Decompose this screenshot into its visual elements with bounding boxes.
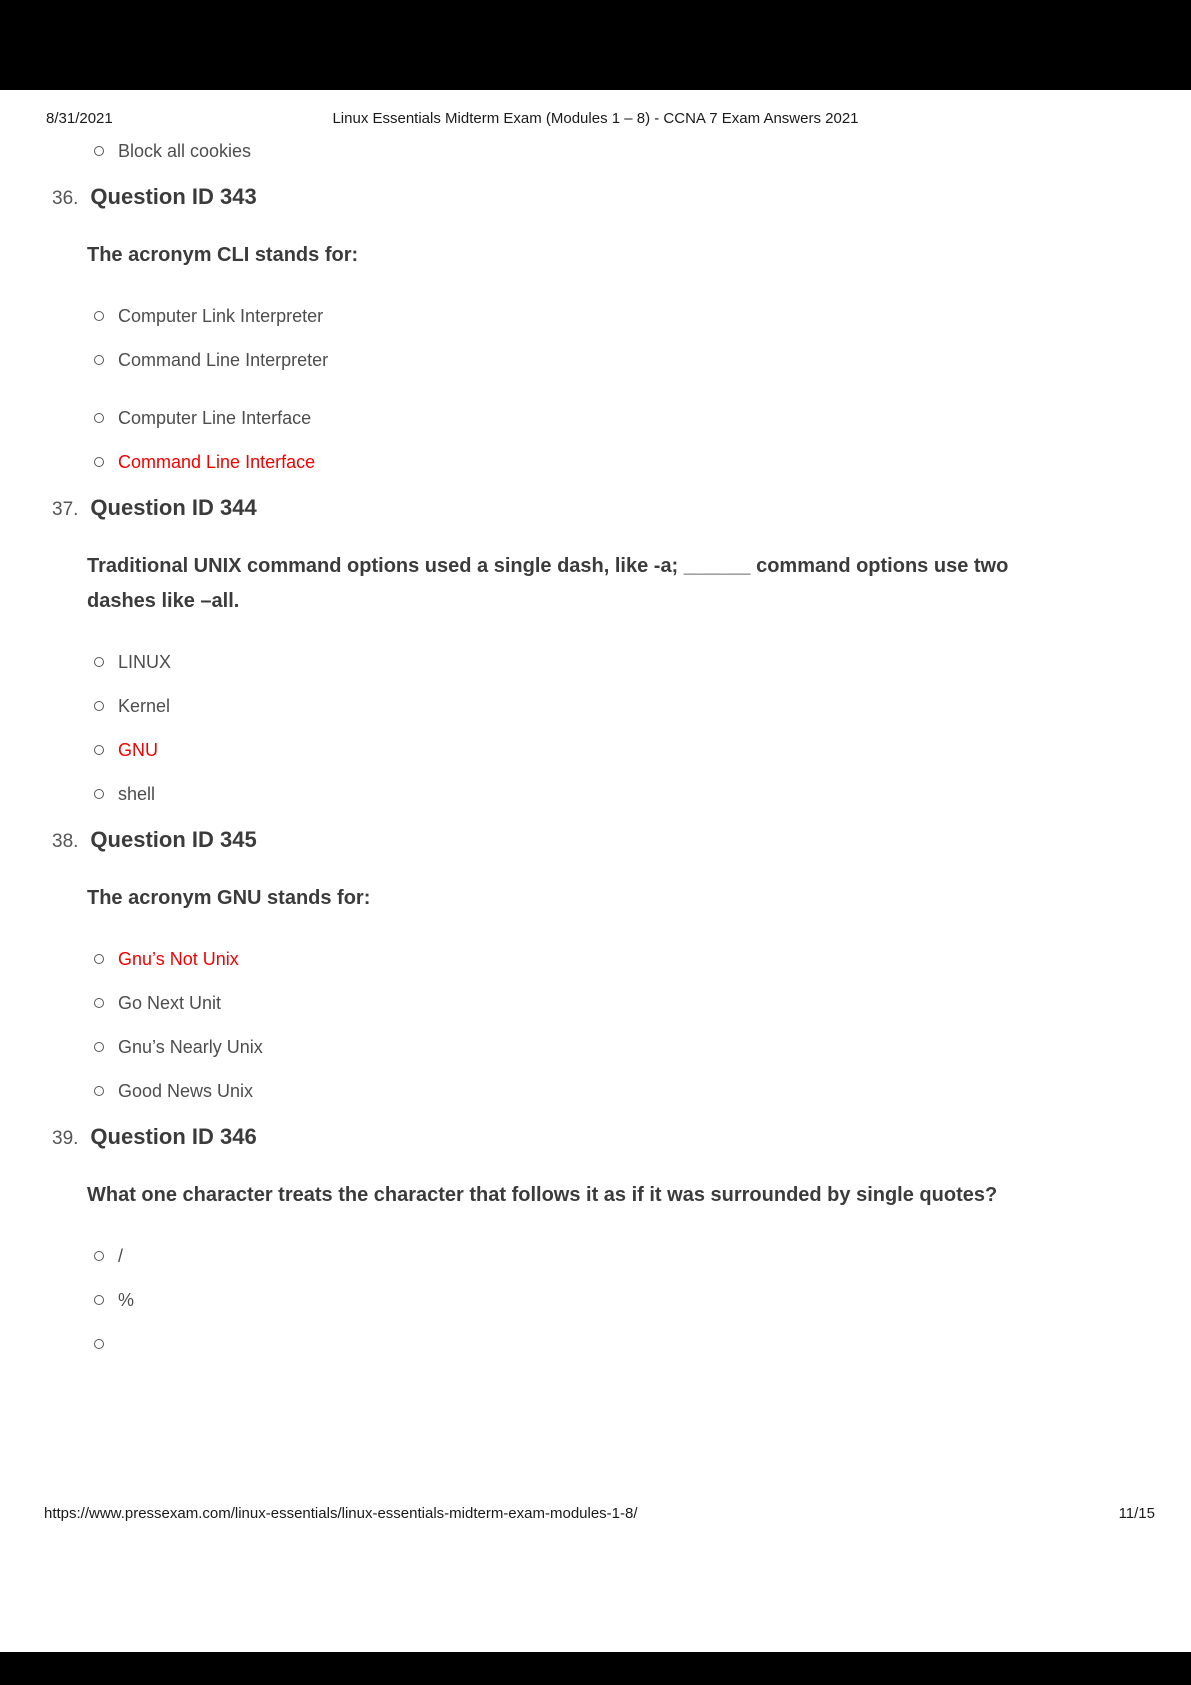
question-block-37 [0, 493, 1191, 807]
question-text: Traditional UNIX command options used a single dash, like -a; ______ command options use two dashes like –all. [87, 555, 1009, 612]
answer-option-label: Gnu’s Not Unix [118, 948, 239, 969]
answer-option [94, 449, 1191, 475]
answer-option-label: % [118, 1289, 135, 1310]
question-title: Question ID 344 [90, 495, 257, 520]
answer-option-label: Command Line Interpreter [118, 349, 329, 370]
circle-bullet-icon [94, 998, 104, 1008]
document-page [0, 90, 1191, 1652]
answer-option-label: Kernel [118, 695, 171, 716]
question-block-39 [0, 1122, 1191, 1357]
options-list [0, 1243, 1191, 1357]
question-number: 38. [52, 831, 79, 852]
answer-option-label: Computer Link Interpreter [118, 305, 324, 326]
options-list [0, 946, 1191, 1104]
question-number: 39. [52, 1128, 79, 1149]
circle-bullet-icon [94, 1251, 104, 1261]
answer-option [94, 1034, 1191, 1060]
answer-option-label: Go Next Unit [118, 992, 222, 1013]
circle-bullet-icon [94, 1339, 104, 1349]
circle-bullet-icon [94, 701, 104, 711]
options-list [0, 303, 1191, 475]
question-block-38 [0, 825, 1191, 1104]
footer-url: https://www.pressexam.com/linux-essentials/linux-essentials-midterm-exam-modules-1-8/ [44, 1505, 638, 1522]
question-block-36 [0, 182, 1191, 475]
answer-option [94, 347, 1191, 373]
circle-bullet-icon [94, 1086, 104, 1096]
answer-option [94, 1243, 1191, 1269]
answer-option [94, 138, 1191, 164]
answer-option-label: Block all cookies [118, 140, 252, 161]
circle-bullet-icon [94, 745, 104, 755]
page-title: Linux Essentials Midterm Exam (Modules 1 – 8) - CCNA 7 Exam Answers 2021 [332, 110, 859, 127]
question-number: 36. [52, 188, 79, 209]
question-text: What one character treats the character that follows it as if it was surrounded by single quotes? [87, 1184, 998, 1206]
answer-option [94, 693, 1191, 719]
answer-option [94, 1078, 1191, 1104]
leftover-options-list [0, 138, 1191, 164]
question-heading [52, 825, 1191, 855]
footer-page-number: 11/15 [1118, 1505, 1155, 1522]
answer-option [94, 781, 1191, 807]
print-header [0, 90, 1191, 132]
answer-option [94, 405, 1191, 431]
question-text: The acronym CLI stands for: [87, 244, 359, 266]
answer-option-label: GNU [118, 739, 158, 760]
question-number: 37. [52, 499, 79, 520]
question-heading [52, 493, 1191, 523]
question-text: The acronym GNU stands for: [87, 887, 371, 909]
circle-bullet-icon [94, 457, 104, 467]
question-title: Question ID 343 [90, 184, 257, 209]
circle-bullet-icon [94, 413, 104, 423]
circle-bullet-icon [94, 657, 104, 667]
answer-option-label: Computer Line Interface [118, 407, 312, 428]
answer-option-label: Command Line Interface [118, 451, 316, 472]
answer-option [94, 649, 1191, 675]
options-list [0, 649, 1191, 807]
question-title: Question ID 346 [90, 1124, 257, 1149]
answer-option [94, 737, 1191, 763]
answer-option-label: Gnu’s Nearly Unix [118, 1036, 263, 1057]
answer-option [94, 990, 1191, 1016]
answer-option [94, 303, 1191, 329]
print-footer [0, 1505, 1191, 1522]
question-heading [52, 1122, 1191, 1152]
answer-option-label: Good News Unix [118, 1080, 254, 1101]
print-date: 8/31/2021 [46, 110, 113, 127]
circle-bullet-icon [94, 789, 104, 799]
circle-bullet-icon [94, 954, 104, 964]
circle-bullet-icon [94, 1042, 104, 1052]
circle-bullet-icon [94, 355, 104, 365]
answer-option [94, 946, 1191, 972]
answer-option-label: / [118, 1245, 124, 1266]
question-title: Question ID 345 [90, 827, 257, 852]
question-heading [52, 182, 1191, 212]
answer-option-label: LINUX [118, 651, 172, 672]
answer-option [94, 1287, 1191, 1313]
circle-bullet-icon [94, 146, 104, 156]
answer-option-label: shell [118, 783, 156, 804]
answer-option [94, 1331, 1191, 1357]
circle-bullet-icon [94, 311, 104, 321]
circle-bullet-icon [94, 1295, 104, 1305]
